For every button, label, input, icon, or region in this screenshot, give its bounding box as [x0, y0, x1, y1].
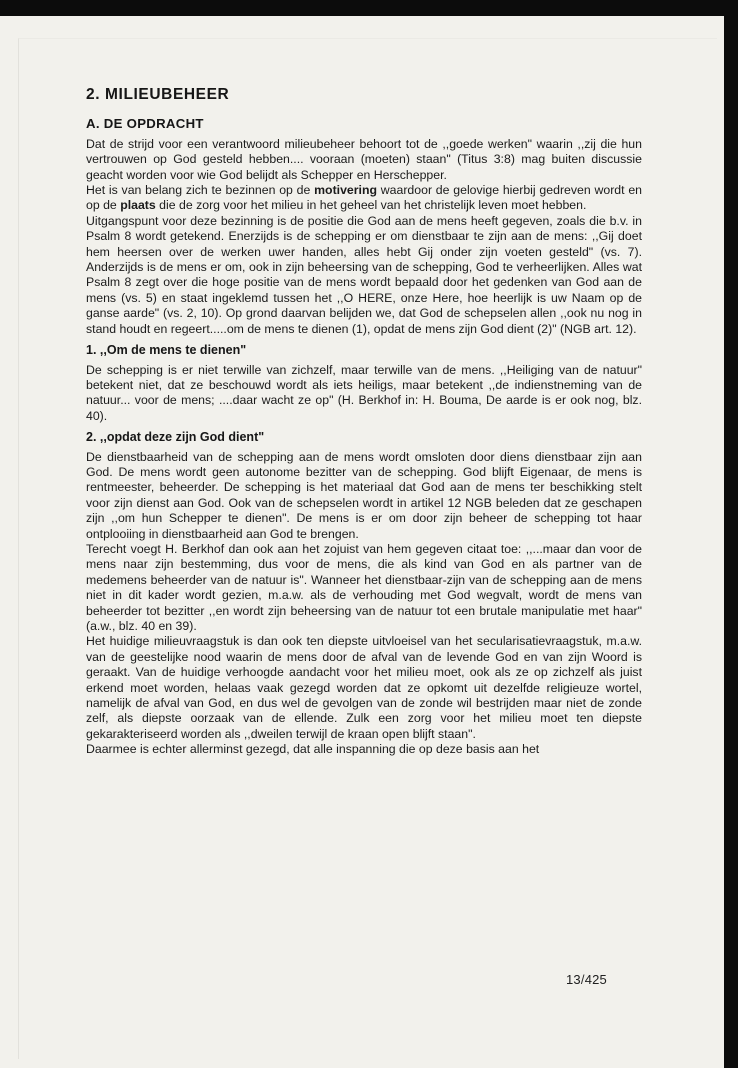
motivering-text-middle: waardoor de gelovige hierbij gedreven wordt en op de: [86, 183, 642, 213]
heading-point-1: 1. ,,Om de mens te dienen": [86, 343, 247, 358]
scan-border-top: [0, 0, 738, 16]
paragraph-point-2c: Het huidige milieuvraagstuk is dan ook ten diepste uitvloeisel van het secularisatievraagstuk, m.a.w. van de geestelijke nood waarin de mens door de afval van de levende God en van zijn Woord is geraakt. Van de huidige verhoogde aandacht voor het milieu moet, ook als ze op zichzelf als juist erkend moet worden, helaas vaak gezegd worden dat ze opkomt uit dezelfde religieuze wortel, namelijk de afval van God, en dus wel de gevolgen van de zonde wil bestrijden maar niet de zonde zelf, als diepste oorzaak van de ellende. Zulk een zorg voor het milieu moet ten diepste gekarakteriseerd worden als ,,dweilen terwijl de kraan open blijft staan".: [86, 634, 642, 741]
paragraph-point-2b: Terecht voegt H. Berkhof dan ook aan het zojuist van hem gegeven citaat toe: ,,...maar dan voor de mens naar zijn bestemming, dus voor de mens, die als kind van God en als partner van de medemens beheerder van de natuur is". Wanneer het dienstbaar-zijn van de schepping aan de mens niet in dit kader wordt gezien, m.a.w. als de verhouding met God wegvalt, wordt de mens van beheerder tot bezitter ,,en wordt zijn beheersing van de natuur tot een brutale manipulatie met haar" (a.w., blz. 40 en 39).: [86, 541, 642, 633]
paragraph-motivering: [86, 183, 642, 214]
page-separator: /: [580, 972, 585, 987]
page-total: 425: [584, 972, 607, 987]
paragraph-opening: Dat de strijd voor een verantwoord milieubeheer behoort tot de ,,goede werken" waarin ,,zij die hun vertrouwen op God gesteld hebben.... vooraan (moeten) staan" (Titus 3:8) mag buiten discussie geacht worden voor wie God belijdt als Schepper en Herschepper.: [86, 136, 642, 182]
section-title: 2. MILIEUBEHEER: [86, 86, 230, 103]
subsection-title: A. DE OPDRACHT: [86, 116, 204, 132]
motivering-text-before: Het is van belang zich te bezinnen op de: [86, 183, 315, 198]
motivering-bold: motivering: [314, 183, 377, 198]
scan-border-right: [724, 0, 738, 1068]
page-number: [566, 972, 607, 987]
paragraph-point-2d: Daarmee is echter allerminst gezegd, dat alle inspanning die op deze basis aan het: [86, 742, 540, 757]
paragraph-uitgangspunt: Uitgangspunt voor deze bezinning is de positie die God aan de mens heeft gegeven, zoals die b.v. in Psalm 8 wordt getekend. Enerzijds is de schepping er om dienstbaar te zijn aan de mens: ,,Gij doet hem heersen over de werken uwer handen, alles hebt Gij onder zijn voeten gesteld" (vs. 7). Anderzijds is de mens er om, ook in zijn beheersing van de schepping, God te verheerlijken. Alles wat Psalm 8 zegt over die hoge positie van de mens wordt bepaald door het gedenken van God aan de mens (vs. 5) en staat ingeklemd tussen het ,,O HERE, onze Here, hoe heerlijk is uw Naam op de ganse aarde" (vs. 2, 10). Op grond daarvan belijden we, dat God de schepselen allen ,,ook nu nog in stand houdt en regeert.....om de mens te dienen (1), opdat de mens zijn God dient (2)" (NGB art. 12).: [86, 213, 642, 336]
motivering-text-after: die de zorg voor het milieu in het geheel van het christelijk leven moet hebben.: [155, 198, 587, 213]
page-current: 13: [566, 972, 581, 987]
plaats-bold: plaats: [120, 198, 156, 213]
heading-point-2: 2. ,,opdat deze zijn God dient": [86, 430, 265, 445]
page-content: [86, 87, 642, 758]
paragraph-point-2a: De dienstbaarheid van de schepping aan de mens wordt omsloten door diens dienstbaar zijn aan God. De mens wordt geen autonome bezitter van de schepping. God blijft Eigenaar, de mens is rentmeester, beheerder. De schepping is het materiaal dat God aan de mens ter beschikking stelt voor zijn dienst aan God. Ook van de schepselen wordt in artikel 12 NGB beleden dat ze geschapen zijn ,,om hun Schepper te dienen". De mens is er om door zijn beheer de schepping tot haar ontplooiing in dienstbaarheid aan God te brengen.: [86, 449, 642, 541]
paragraph-point-1: De schepping is er niet terwille van zichzelf, maar terwille van de mens. ,,Heiliging van de natuur" betekent niet, dat ze beschouwd wordt als iets heiligs, maar betekent ,,de indienstneming van de natuur... voor de mens; ....daar wacht ze op" (H. Berkhof in: H. Bouma, De aarde is er ook nog, blz. 40).: [86, 362, 642, 423]
